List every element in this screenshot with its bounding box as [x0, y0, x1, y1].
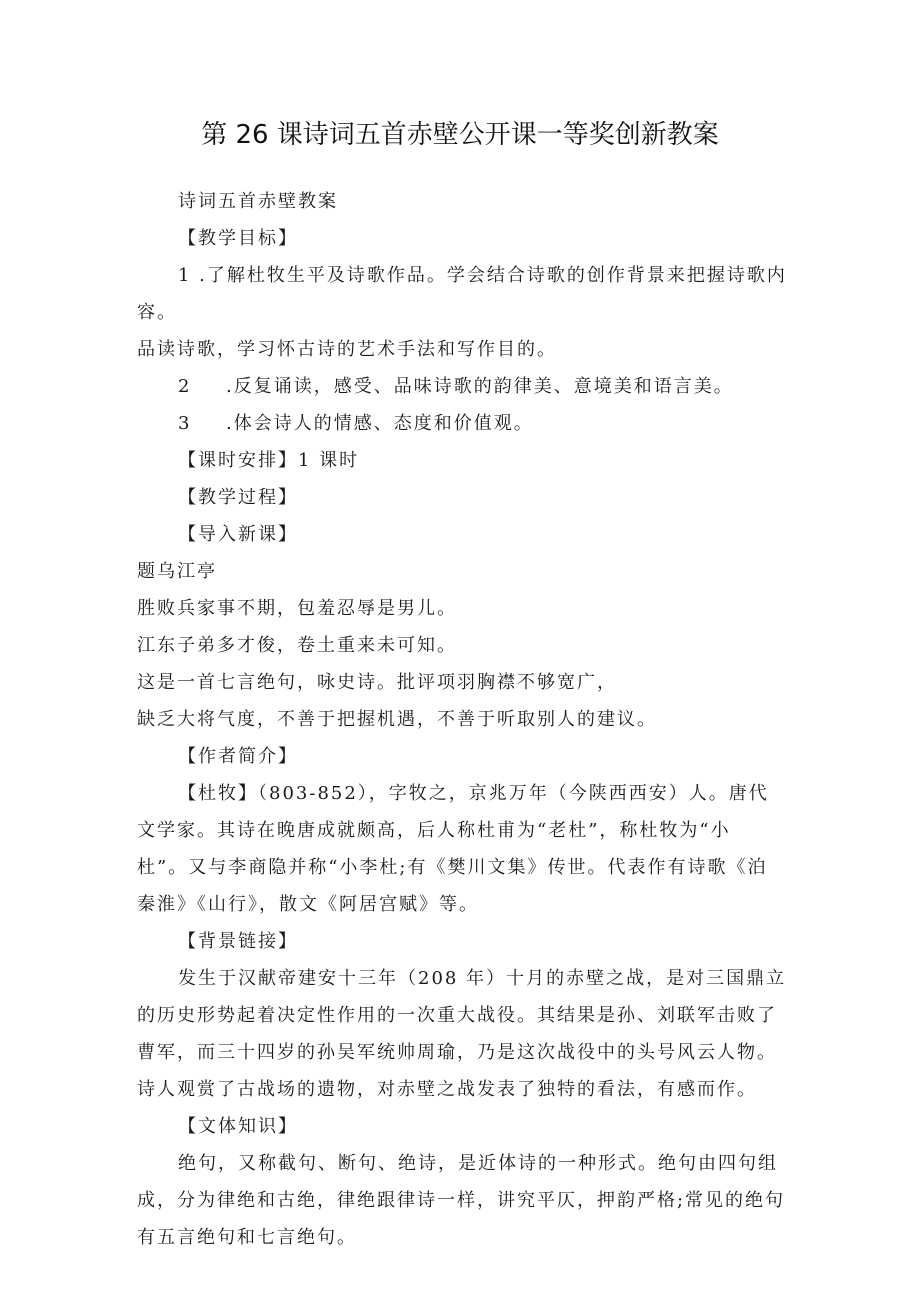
paragraph-background-3: 曹军，而三十四岁的孙吴军统帅周瑜，乃是这次战役中的头号风云人物。 [137, 1042, 777, 1063]
paragraph-genre-2: 成，分为律绝和古绝，律绝跟律诗一样，讲究平仄，押韵严格;常见的绝句 [137, 1190, 786, 1211]
section-heading-author: 【作者简介】 [178, 746, 298, 767]
section-heading-goals: 【教学目标】 [178, 228, 298, 249]
list-number: 3 [178, 413, 192, 434]
paragraph-author-3: 杜”。又与李商隐并称“小李杜;有《樊川文集》传世。代表作有诗歌《泊 [137, 857, 768, 878]
page-title: 第 26 课诗词五首赤壁公开课一等奖创新教案 [201, 120, 719, 150]
list-number: 2 [178, 376, 192, 397]
poem-line-2: 江东子弟多才俊，卷土重来未可知。 [137, 635, 457, 656]
paragraph-author-1: 【杜牧】（803-852），字牧之，京兆万年（今陕西西安）人。唐代 [178, 783, 769, 804]
document-body [137, 183, 797, 1256]
paragraph-background-2: 的历史形势起着决定性作用的一次重大战役。其结果是孙、刘联军击败了 [137, 1005, 777, 1026]
paragraph-goal-1: 1 .了解杜牧生平及诗歌作品。学会结合诗歌的创作背景来把握诗歌内 [178, 265, 787, 286]
poem-line-1: 胜败兵家事不期，包羞忍辱是男儿。 [137, 598, 457, 619]
paragraph-author-2: 文学家。其诗在晚唐成就颇高，后人称杜甫为“老杜”，称杜牧为“小 [137, 820, 731, 841]
paragraph-goal-1-cont: 容。 [137, 302, 177, 323]
paragraph-commentary-2: 缺乏大将气度，不善于把握机遇，不善于听取别人的建议。 [137, 709, 657, 730]
section-heading-process: 【教学过程】 [178, 487, 298, 508]
section-heading-background: 【背景链接】 [178, 931, 298, 952]
paragraph-commentary-1: 这是一首七言绝句，咏史诗。批评项羽胸襟不够宽广， [137, 672, 617, 693]
paragraph-goal-3 [137, 405, 797, 442]
paragraph-goal-1b: 品读诗歌，学习怀古诗的艺术手法和写作目的。 [137, 339, 557, 360]
paragraph-author-4: 秦淮》《山行》，散文《阿居宫赋》等。 [137, 894, 479, 915]
paragraph-genre-1: 绝句，又称截句、断句、绝诗，是近体诗的一种形式。绝句由四句组 [178, 1153, 778, 1174]
list-text: .体会诗人的情感、态度和价值观。 [226, 413, 534, 434]
list-text: .反复诵读，感受、品味诗歌的韵律美、意境美和语言美。 [226, 376, 734, 397]
section-heading-intro: 【导入新课】 [178, 524, 298, 545]
section-heading-schedule: 【课时安排】1 课时 [178, 450, 360, 471]
paragraph-background-4: 诗人观赏了古战场的遗物，对赤壁之战发表了独特的看法，有感而作。 [137, 1079, 757, 1100]
section-heading-genre: 【文体知识】 [178, 1116, 298, 1137]
paragraph-goal-2 [137, 368, 797, 405]
poem-title: 题乌江亭 [137, 561, 217, 582]
paragraph-genre-3: 有五言绝句和七言绝句。 [137, 1227, 357, 1248]
paragraph-subtitle: 诗词五首赤壁教案 [178, 191, 338, 212]
paragraph-background-1: 发生于汉献帝建安十三年（208 年）十月的赤壁之战，是对三国鼎立 [178, 968, 787, 989]
